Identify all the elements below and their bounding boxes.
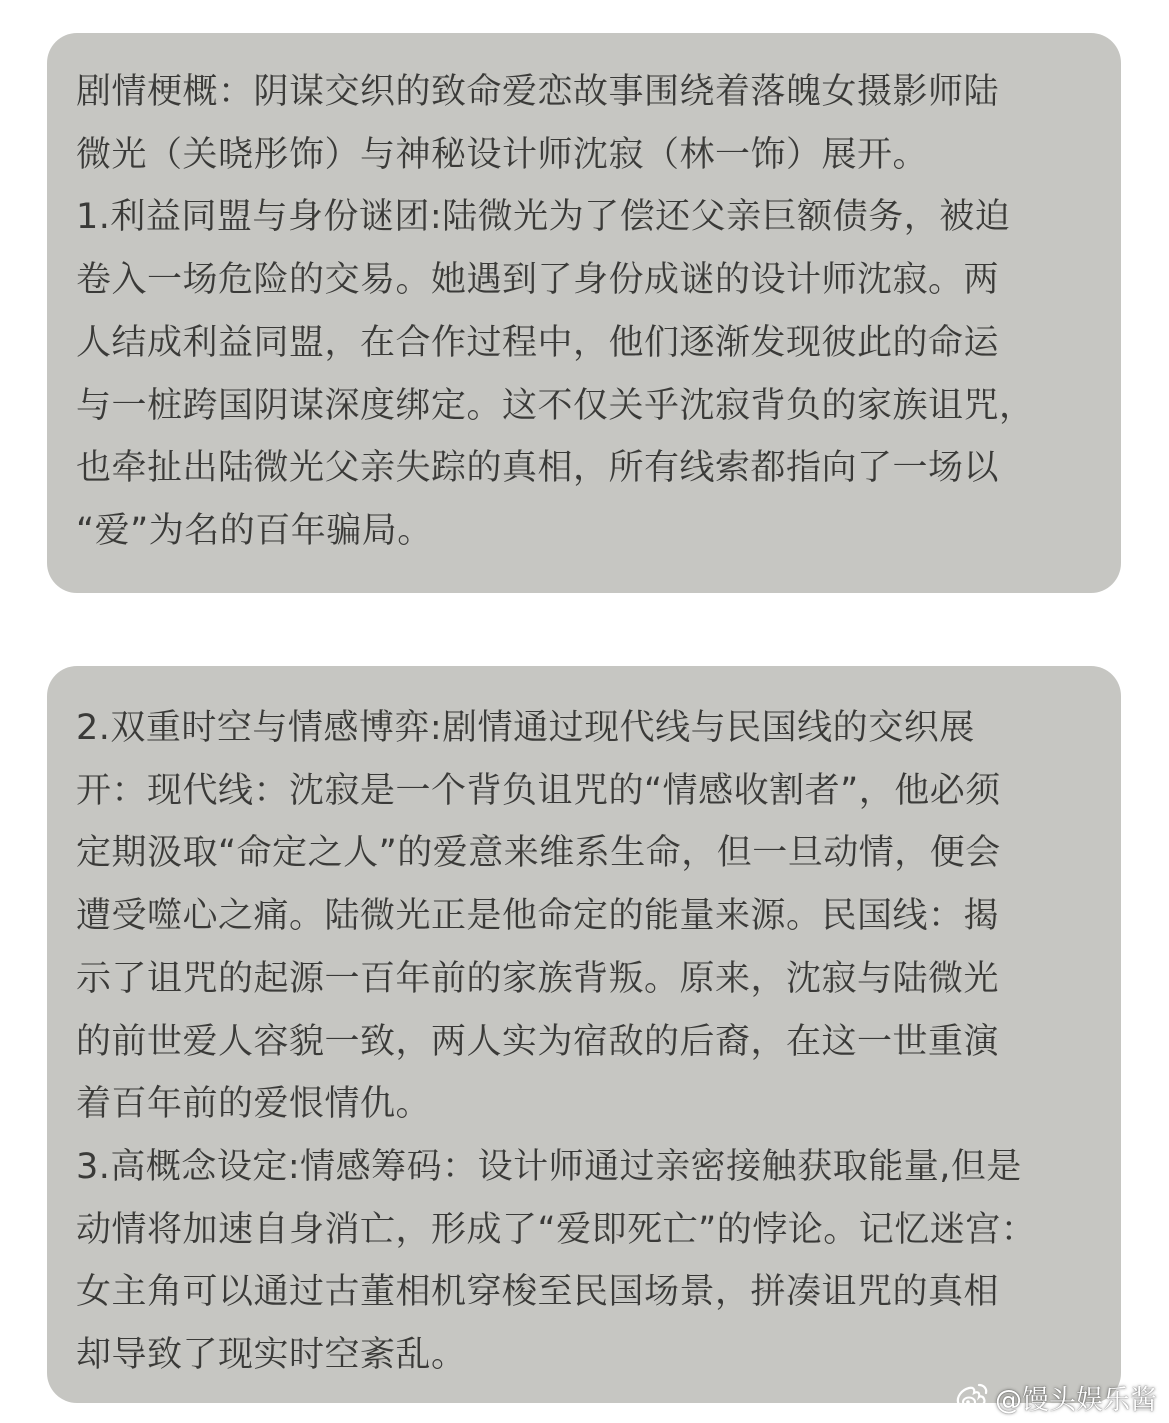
synopsis-point-1: 1.利益同盟与身份谜团:陆微光为了偿还父亲巨额债务，被迫 卷入一场危险的交易。她遇到了身份成谜的设计师沈寂。两 人结成利益同盟，在合作过程中，他们逐渐发现彼此的命运 与一桩跨国阴谋深度绑定。这不仅关乎沈寂背负的家族诅咒， 也牵扯出陆微光父亲失踪的真相，所有线索都指向了一场以 “爱”为名的百年骗局。	[76, 197, 1035, 551]
synopsis-point-3: 3.高概念设定:情感筹码：设计师通过亲密接触获取能量,但是 动情将加速自身消亡，形成了“爱即死亡”的悖论。记忆迷宫： 女主角可以通过古董相机穿梭至民国场景，拼凑诅咒的真相 却导致了现实时空紊乱。	[76, 1146, 1037, 1376]
synopsis-card-2	[47, 666, 1121, 1403]
synopsis-intro: 剧情梗概：阴谋交织的致命爱恋故事围绕着落魄女摄影师陆 微光（关晓彤饰）与神秘设计师沈寂（林一饰）展开。	[76, 72, 1000, 175]
watermark-text: @馒头娱乐酱	[995, 1384, 1157, 1416]
synopsis-point-2: 2.双重时空与情感博弈:剧情通过现代线与民国线的交织展 开：现代线：沈寂是一个背负诅咒的“情感收割者”，他必须 定期汲取“命定之人”的爱意来维系生命，但一旦动情，便会 遭受噬心之痛。陆微光正是他命定的能量来源。民国线：揭 示了诅咒的起源一百年前的家族背叛。原来，沈寂与陆微光 的前世爱人容貌一致，两人实为宿敌的后裔，在这一世重演 着百年前的爱恨情仇。	[76, 708, 1001, 1125]
weibo-watermark	[955, 1377, 1157, 1417]
weibo-icon	[955, 1382, 989, 1412]
synopsis-card-1	[47, 33, 1121, 593]
